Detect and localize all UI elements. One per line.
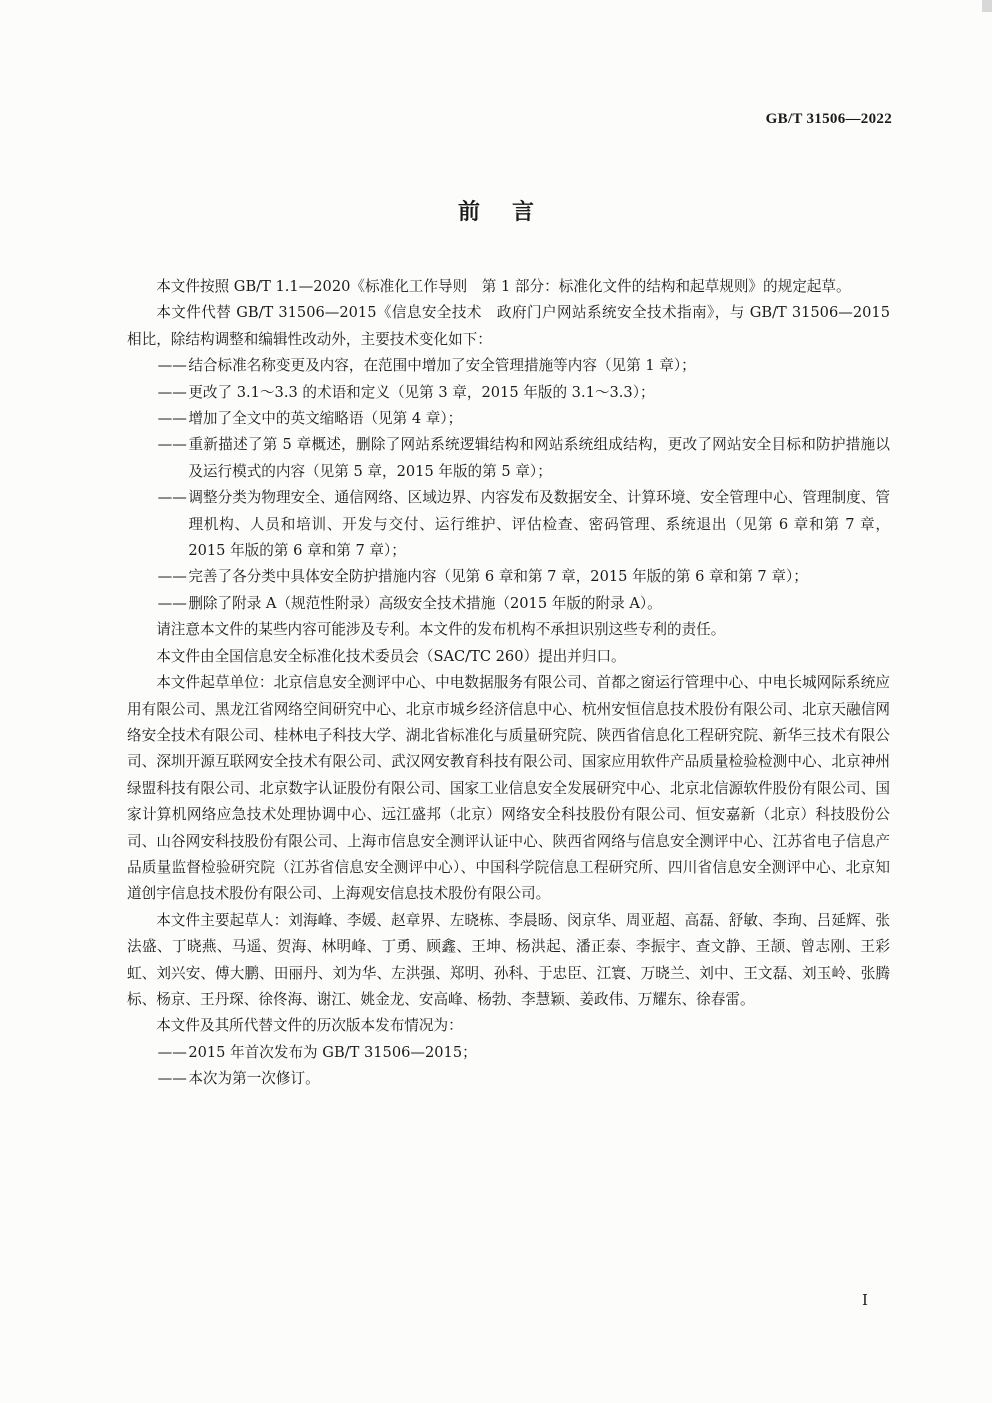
list-item [127, 564, 890, 590]
list-item-text: 2015 年首次发布为 GB/T 31506—2015； [188, 1043, 477, 1061]
paragraph-proposer: 本文件由全国信息安全标准化技术委员会（SAC/TC 260）提出并归口。 [156, 647, 626, 665]
page-number: I [862, 1291, 868, 1309]
list-item [127, 1040, 890, 1066]
foreword-body [127, 274, 890, 1093]
paragraph-drafting-rules: 本文件按照 GB/T 1.1—2020《标准化工作导则 第 1 部分：标准化文件的结构和起草规则》的规定起草。 [156, 278, 851, 295]
list-item [127, 591, 890, 617]
dash-marker: —— [157, 383, 187, 401]
list-item [127, 353, 890, 379]
list-item-text: 调整分类为物理安全、通信网络、区域边界、内容发布及数据安全、计算环境、安全管理中心、管理制度、管理机构、人员和培训、开发与交付、运行维护、评估检查、密码管理、系统退出（见第 6 章和第 7 章，2015 年版的第 6 章和第 7 章）； [188, 489, 890, 560]
paragraph-patent-notice: 请注意本文件的某些内容可能涉及专利。本文件的发布机构不承担识别这些专利的责任。 [156, 621, 726, 639]
paragraph-drafting-units: 本文件起草单位：北京信息安全测评中心、中电数据服务有限公司、首都之窗运行管理中心、中电长城网际系统应用有限公司、黑龙江省网络空间研究中心、北京市城乡经济信息中心、杭州安恒信息技术股份有限公司、北京天融信网络安全技术有限公司、桂林电子科技大学、湖北省标准化与质量研究院、陕西省信息化工程研究院、新华三技术有限公司、深圳开源互联网安全技术有限公司、武汉网安教育科技有限公司、国家应用软件产品质量检验检测中心、北京神州绿盟科技有限公司、北京数字认证股份有限公司、国家工业信息安全发展研究中心、北京北信源软件股份有限公司、国家计算机网络应急技术处理协调中心、远江盛邦（北京）网络安全科技股份有限公司、恒安嘉新（北京）科技股份公司、山谷网安科技股份有限公司、上海市信息安全测评认证中心、陕西省网络与信息安全测评中心、江苏省电子信息产品质量监督检验研究院（江苏省信息安全测评中心）、中国科学院信息工程研究所、四川省信息安全测评中心、北京知道创宇信息技术股份有限公司、上海观安信息技术股份有限公司。 [127, 674, 890, 903]
list-item [127, 406, 890, 432]
dash-marker: —— [157, 1070, 187, 1088]
history-list [127, 1040, 890, 1093]
dash-marker: —— [157, 436, 187, 454]
list-item [127, 380, 890, 406]
dash-marker: —— [157, 1043, 187, 1061]
dash-marker: —— [157, 568, 187, 586]
paragraph-version-history: 本文件及其所代替文件的历次版本发布情况为： [156, 1017, 463, 1035]
list-item-text: 完善了各分类中具体安全防护措施内容（见第 6 章和第 7 章，2015 年版的第 6 章和第 7 章）； [188, 568, 808, 586]
paragraph-drafters: 本文件主要起草人：刘海峰、李媛、赵章界、左晓栋、李晨旸、闵京华、周亚超、高磊、舒敏、李珣、吕延辉、张法盛、丁晓燕、马遥、贺海、林明峰、丁勇、顾鑫、王坤、杨洪起、潘正泰、李振宇、查文静、王颉、曾志刚、王彩虹、刘兴安、傅大鹏、田丽丹、刘为华、左洪强、郑明、孙科、于忠臣、江寰、万晓兰、刘中、王文磊、刘玉岭、张腾标、杨京、王丹琛、徐佟海、谢江、姚金龙、安高峰、杨勃、李慧颖、姜政伟、万耀东、徐春雷。 [127, 911, 890, 1008]
list-item-text: 更改了 3.1～3.3 的术语和定义（见第 3 章，2015 年版的 3.1～3.3）； [188, 383, 655, 401]
list-item-text: 增加了全文中的英文缩略语（见第 4 章）； [188, 410, 463, 428]
list-item [127, 485, 890, 564]
list-item [127, 1066, 890, 1092]
dash-marker: —— [157, 357, 187, 375]
changes-list [127, 353, 890, 617]
list-item-text: 结合标准名称变更及内容，在范围中增加了安全管理措施等内容（见第 1 章）； [188, 357, 696, 375]
dash-marker: —— [157, 410, 187, 428]
list-item-text: 本次为第一次修订。 [188, 1070, 320, 1088]
list-item-text: 删除了附录 A（规范性附录）高级安全技术措施（2015 年版的附录 A）。 [188, 594, 662, 612]
dash-marker: —— [157, 489, 187, 507]
list-item [127, 432, 890, 485]
paragraph-replaces: 本文件代替 GB/T 31506—2015《信息安全技术 政府门户网站系统安全技术指南》，与 GB/T 31506—2015 相比，除结构调整和编辑性改动外，主要技术变化如下： [127, 304, 890, 348]
page-title: 前言 [457, 200, 566, 225]
standard-code: GB/T 31506—2022 [765, 111, 892, 127]
dash-marker: —— [157, 594, 187, 612]
scan-edge-mark [982, 0, 992, 12]
list-item-text: 重新描述了第 5 章概述，删除了网站系统逻辑结构和网站系统组成结构，更改了网站安全目标和防护措施以及运行模式的内容（见第 5 章，2015 年版的第 5 章）； [188, 436, 890, 480]
